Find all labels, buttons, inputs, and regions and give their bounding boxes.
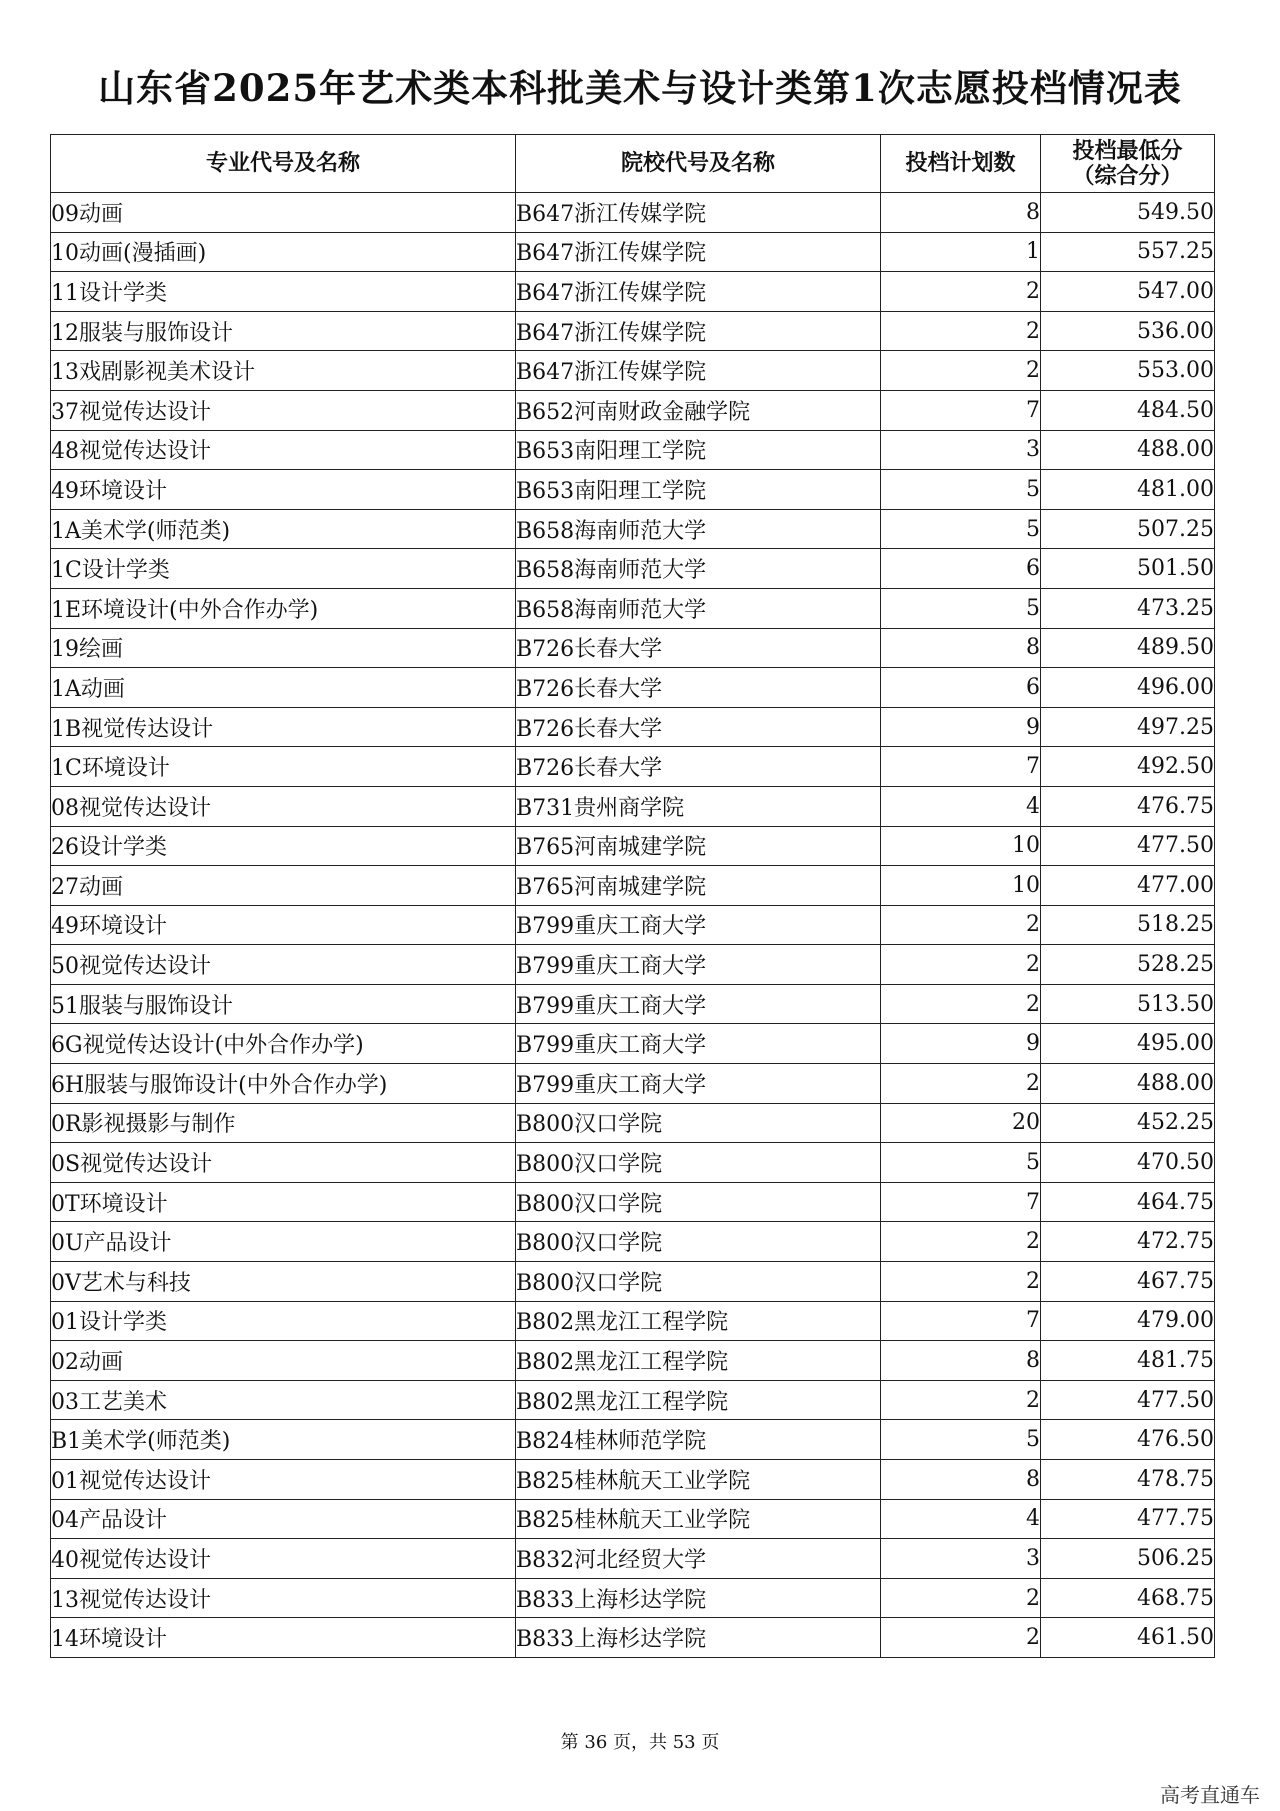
plan-cell: 2 [881,272,1041,312]
header-major: 专业代号及名称 [51,135,516,193]
table-row [51,1539,1215,1579]
major-cell: 49环境设计 [51,470,516,510]
plan-cell: 2 [881,945,1041,985]
plan-cell: 8 [881,1460,1041,1500]
plan-cell: 20 [881,1103,1041,1143]
header-score [1041,135,1215,193]
score-cell: 506.25 [1041,1539,1215,1579]
school-cell: B802黑龙江工程学院 [516,1380,881,1420]
school-cell: B832河北经贸大学 [516,1539,881,1579]
plan-cell: 3 [881,430,1041,470]
school-cell: B726长春大学 [516,668,881,708]
major-cell: 08视觉传达设计 [51,786,516,826]
school-cell: B833上海杉达学院 [516,1578,881,1618]
school-cell: B765河南城建学院 [516,826,881,866]
score-cell: 473.25 [1041,588,1215,628]
score-cell: 518.25 [1041,905,1215,945]
major-cell: 12服装与服饰设计 [51,311,516,351]
school-cell: B824桂林师范学院 [516,1420,881,1460]
table-row [51,311,1215,351]
school-cell: B799重庆工商大学 [516,1024,881,1064]
page-title: 山东省2025年艺术类本科批美术与设计类第1次志愿投档情况表 [98,66,1182,110]
major-cell: 48视觉传达设计 [51,430,516,470]
plan-cell: 6 [881,668,1041,708]
table-row [51,1341,1215,1381]
school-cell: B800汉口学院 [516,1222,881,1262]
school-cell: B800汉口学院 [516,1262,881,1302]
major-cell: 1B视觉传达设计 [51,707,516,747]
table-row [51,470,1215,510]
major-cell: 51服装与服饰设计 [51,984,516,1024]
school-cell: B799重庆工商大学 [516,984,881,1024]
school-cell: B726长春大学 [516,747,881,787]
plan-cell: 2 [881,351,1041,391]
major-cell: 19绘画 [51,628,516,668]
table-row [51,1301,1215,1341]
school-cell: B799重庆工商大学 [516,905,881,945]
major-cell: 26设计学类 [51,826,516,866]
school-cell: B799重庆工商大学 [516,1064,881,1104]
header-score-line1: 投档最低分 [1072,137,1183,164]
plan-cell: 7 [881,1301,1041,1341]
school-cell: B658海南师范大学 [516,588,881,628]
score-cell: 478.75 [1041,1460,1215,1500]
score-cell: 476.75 [1041,786,1215,826]
plan-cell: 2 [881,1064,1041,1104]
major-cell: 0T环境设计 [51,1182,516,1222]
school-cell: B658海南师范大学 [516,549,881,589]
score-cell: 528.25 [1041,945,1215,985]
score-cell: 536.00 [1041,311,1215,351]
score-cell: 489.50 [1041,628,1215,668]
score-cell: 467.75 [1041,1262,1215,1302]
school-cell: B647浙江传媒学院 [516,232,881,272]
major-cell: 50视觉传达设计 [51,945,516,985]
plan-cell: 4 [881,786,1041,826]
plan-cell: 2 [881,1380,1041,1420]
major-cell: 1C环境设计 [51,747,516,787]
plan-cell: 8 [881,193,1041,233]
score-cell: 470.50 [1041,1143,1215,1183]
table-row [51,1420,1215,1460]
plan-cell: 7 [881,390,1041,430]
score-cell: 488.00 [1041,430,1215,470]
table-row [51,1618,1215,1658]
school-cell: B802黑龙江工程学院 [516,1301,881,1341]
score-cell: 477.00 [1041,866,1215,906]
score-cell: 547.00 [1041,272,1215,312]
plan-cell: 10 [881,826,1041,866]
table-row [51,272,1215,312]
major-cell: 0V艺术与科技 [51,1262,516,1302]
score-cell: 501.50 [1041,549,1215,589]
school-cell: B647浙江传媒学院 [516,311,881,351]
plan-cell: 2 [881,311,1041,351]
school-cell: B653南阳理工学院 [516,430,881,470]
plan-cell: 2 [881,1618,1041,1658]
score-cell: 477.50 [1041,1380,1215,1420]
table-row [51,668,1215,708]
table-row [51,945,1215,985]
school-cell: B726长春大学 [516,628,881,668]
table-row [51,430,1215,470]
plan-cell: 4 [881,1499,1041,1539]
major-cell: 1E环境设计(中外合作办学) [51,588,516,628]
score-cell: 468.75 [1041,1578,1215,1618]
school-cell: B825桂林航天工业学院 [516,1460,881,1500]
score-cell: 461.50 [1041,1618,1215,1658]
plan-cell: 2 [881,1222,1041,1262]
plan-cell: 9 [881,1024,1041,1064]
plan-cell: 8 [881,628,1041,668]
table-row [51,1064,1215,1104]
score-cell: 464.75 [1041,1182,1215,1222]
plan-cell: 2 [881,1578,1041,1618]
major-cell: 02动画 [51,1341,516,1381]
major-cell: 01设计学类 [51,1301,516,1341]
table-row [51,628,1215,668]
table-row [51,193,1215,233]
school-cell: B726长春大学 [516,707,881,747]
major-cell: 0R影视摄影与制作 [51,1103,516,1143]
table-row [51,1222,1215,1262]
major-cell: B1美术学(师范类) [51,1420,516,1460]
school-cell: B647浙江传媒学院 [516,351,881,391]
score-cell: 472.75 [1041,1222,1215,1262]
major-cell: 09动画 [51,193,516,233]
admission-table [50,134,1215,1658]
score-cell: 507.25 [1041,509,1215,549]
major-cell: 1A动画 [51,668,516,708]
header-plan: 投档计划数 [881,135,1041,193]
table-header-row [51,135,1215,193]
score-cell: 452.25 [1041,1103,1215,1143]
plan-cell: 10 [881,866,1041,906]
score-cell: 557.25 [1041,232,1215,272]
score-cell: 513.50 [1041,984,1215,1024]
plan-cell: 5 [881,1420,1041,1460]
table-row [51,1460,1215,1500]
major-cell: 03工艺美术 [51,1380,516,1420]
score-cell: 549.50 [1041,193,1215,233]
plan-cell: 5 [881,509,1041,549]
major-cell: 27动画 [51,866,516,906]
plan-cell: 5 [881,470,1041,510]
plan-cell: 2 [881,1262,1041,1302]
major-cell: 01视觉传达设计 [51,1460,516,1500]
table-row [51,1578,1215,1618]
major-cell: 1C设计学类 [51,549,516,589]
major-cell: 14环境设计 [51,1618,516,1658]
table-row [51,549,1215,589]
major-cell: 49环境设计 [51,905,516,945]
school-cell: B800汉口学院 [516,1103,881,1143]
plan-cell: 3 [881,1539,1041,1579]
plan-cell: 2 [881,984,1041,1024]
score-cell: 496.00 [1041,668,1215,708]
major-cell: 6H服装与服饰设计(中外合作办学) [51,1064,516,1104]
score-cell: 477.50 [1041,826,1215,866]
table-row [51,1262,1215,1302]
table-row [51,588,1215,628]
score-cell: 488.00 [1041,1064,1215,1104]
school-cell: B658海南师范大学 [516,509,881,549]
major-cell: 10动画(漫插画) [51,232,516,272]
plan-cell: 7 [881,1182,1041,1222]
table-row [51,866,1215,906]
school-cell: B647浙江传媒学院 [516,193,881,233]
table-row [51,1380,1215,1420]
major-cell: 13视觉传达设计 [51,1578,516,1618]
score-cell: 479.00 [1041,1301,1215,1341]
table-row [51,707,1215,747]
school-cell: B653南阳理工学院 [516,470,881,510]
table-row [51,1143,1215,1183]
table-body [51,193,1215,1658]
plan-cell: 7 [881,747,1041,787]
plan-cell: 1 [881,232,1041,272]
table-row [51,351,1215,391]
plan-cell: 8 [881,1341,1041,1381]
score-cell: 492.50 [1041,747,1215,787]
score-cell: 553.00 [1041,351,1215,391]
school-cell: B825桂林航天工业学院 [516,1499,881,1539]
school-cell: B731贵州商学院 [516,786,881,826]
major-cell: 04产品设计 [51,1499,516,1539]
school-cell: B800汉口学院 [516,1182,881,1222]
plan-cell: 6 [881,549,1041,589]
score-cell: 484.50 [1041,390,1215,430]
table-row [51,1499,1215,1539]
major-cell: 0U产品设计 [51,1222,516,1262]
plan-cell: 5 [881,1143,1041,1183]
major-cell: 1A美术学(师范类) [51,509,516,549]
major-cell: 40视觉传达设计 [51,1539,516,1579]
score-cell: 497.25 [1041,707,1215,747]
watermark-logo: 高考直通车 [1160,1783,1260,1807]
header-school: 院校代号及名称 [516,135,881,193]
major-cell: 37视觉传达设计 [51,390,516,430]
table-row [51,1182,1215,1222]
header-score-line2: （综合分） [1072,162,1183,189]
school-cell: B799重庆工商大学 [516,945,881,985]
school-cell: B802黑龙江工程学院 [516,1341,881,1381]
table-row [51,390,1215,430]
score-cell: 477.75 [1041,1499,1215,1539]
plan-cell: 9 [881,707,1041,747]
table-row [51,1024,1215,1064]
score-cell: 481.75 [1041,1341,1215,1381]
major-cell: 0S视觉传达设计 [51,1143,516,1183]
score-cell: 495.00 [1041,1024,1215,1064]
table-row [51,786,1215,826]
score-cell: 481.00 [1041,470,1215,510]
table-row [51,984,1215,1024]
school-cell: B800汉口学院 [516,1143,881,1183]
table-row [51,905,1215,945]
school-cell: B647浙江传媒学院 [516,272,881,312]
table-row [51,747,1215,787]
school-cell: B652河南财政金融学院 [516,390,881,430]
plan-cell: 2 [881,905,1041,945]
table-row [51,1103,1215,1143]
major-cell: 11设计学类 [51,272,516,312]
table-row [51,232,1215,272]
major-cell: 6G视觉传达设计(中外合作办学) [51,1024,516,1064]
major-cell: 13戏剧影视美术设计 [51,351,516,391]
school-cell: B833上海杉达学院 [516,1618,881,1658]
table-row [51,509,1215,549]
plan-cell: 5 [881,588,1041,628]
page-footer: 第 36 页，共 53 页 [560,1732,720,1753]
score-cell: 476.50 [1041,1420,1215,1460]
school-cell: B765河南城建学院 [516,866,881,906]
table-row [51,826,1215,866]
